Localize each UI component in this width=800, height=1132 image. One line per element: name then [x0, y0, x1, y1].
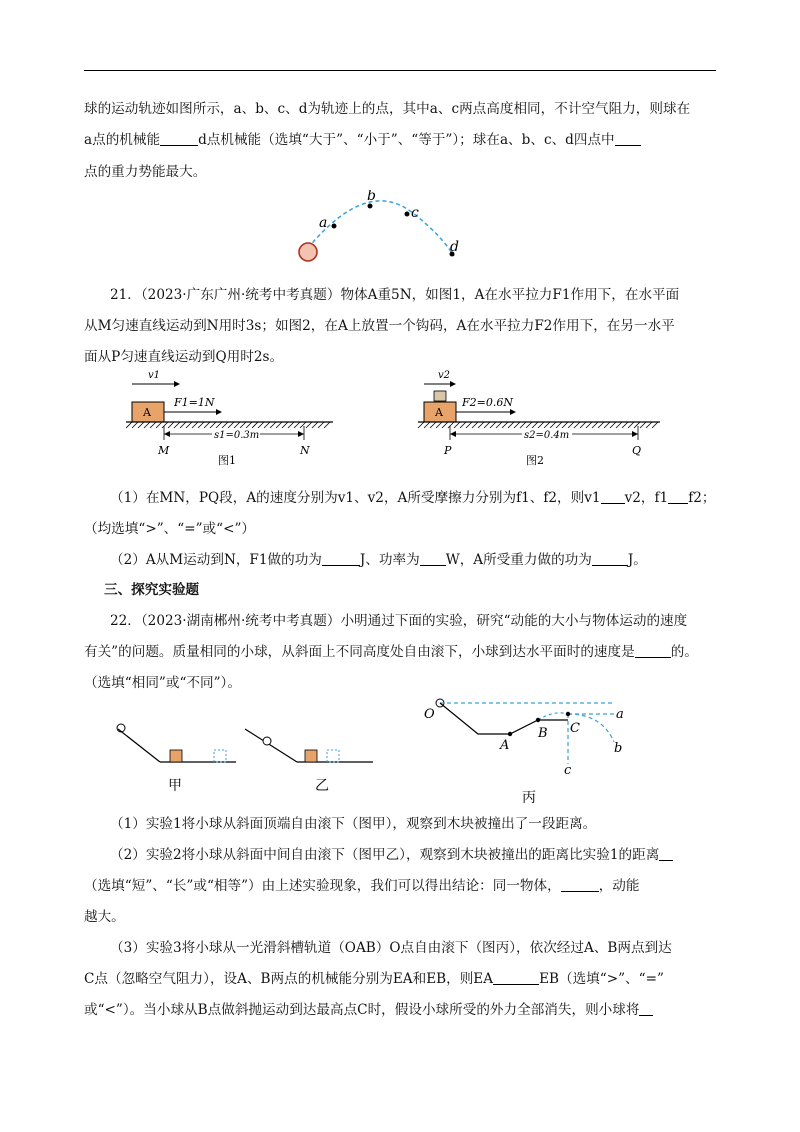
ground-hatch [306, 422, 312, 428]
q20-line-1: 球的运动轨迹如图所示，a、b、c、d为轨迹上的点，其中a、c两点高度相同，不计空气阻力，则球在 [84, 101, 691, 117]
ground-hatch [496, 422, 502, 428]
q22-part-3-end: 或“<”）。当小球从B点做斜抛运动到达最高点C时，假设小球所受的外力全部消失，则小球将 [84, 1000, 653, 1020]
ground-hatch [616, 422, 622, 428]
ground-hatch [430, 422, 436, 428]
ground-hatch [556, 422, 562, 428]
answer-blank[interactable] [639, 1001, 653, 1016]
q22-line-2: 有关”的问题。质量相同的小球，从斜面上不同高度处自由滚下，小球到达水平面时的速度是 的。 [84, 644, 698, 660]
ground-hatch [300, 422, 306, 428]
ground-hatch [502, 422, 508, 428]
ground-hatch [258, 422, 264, 428]
ground-hatch [156, 422, 162, 428]
ground-hatch [532, 422, 538, 428]
q21-line-3: 面从P匀速直线运动到Q用时2s。 [84, 349, 284, 365]
figure-1-caption: 图1 [218, 454, 236, 466]
answer-blank[interactable] [615, 131, 641, 146]
ground-hatch [138, 422, 144, 428]
figure-bing [418, 694, 638, 810]
point-a-bing [508, 732, 512, 736]
q22-part-1: （1）实验1将小球从斜面顶端自由滚下（图甲），观察到木块被撞出了一段距离。 [110, 816, 597, 832]
figure-jia [108, 716, 243, 796]
answer-blank[interactable] [561, 877, 599, 892]
ground-hatch [472, 422, 478, 428]
ground-hatch [574, 422, 580, 428]
ground-hatch [466, 422, 472, 428]
label-a: a [319, 215, 328, 231]
ground-hatch [448, 422, 454, 428]
q22-part-2-end: 越大。 [84, 909, 125, 925]
ground-hatch [652, 422, 658, 428]
label-c-path: c [564, 763, 572, 778]
s2-label: s2=0.4m [524, 430, 570, 441]
v2-label: v2 [438, 370, 451, 381]
figure-2-caption: 图2 [526, 454, 544, 466]
ground-hatch [150, 422, 156, 428]
q21-part-1-note: （均选填“>”、“=”或“<”） [84, 521, 256, 537]
ball-trajectory-figure [290, 190, 480, 270]
ground-hatch [270, 422, 276, 428]
ground-hatch [186, 422, 192, 428]
label-b-path: b [614, 741, 623, 756]
ground-hatch [646, 422, 652, 428]
ground-hatch [544, 422, 550, 428]
q22-part-2: （2）实验2将小球从斜面中间自由滚下（图甲乙），观察到木块被撞出的距离比实验1的距离 [110, 845, 673, 865]
ground-hatch [604, 422, 610, 428]
label-a-path: a [616, 707, 624, 722]
q21-part-1: （1）在MN，PQ段，A的速度分别为v1、v2，A所受摩擦力分别为f1、f2，则v1 v2，f1 f2； [110, 490, 716, 506]
ground-hatch [598, 422, 604, 428]
ground-hatch [562, 422, 568, 428]
point-c [405, 212, 410, 217]
q21-line-2: 从M匀速直线运动到N用时3s；如图2，在A上放置一个钩码，A在水平拉力F2作用下，在另一水平 [84, 318, 675, 334]
ground-hatch [312, 422, 318, 428]
ground-hatch [580, 422, 586, 428]
ground-hatch [234, 422, 240, 428]
ground-hatch [508, 422, 514, 428]
f2-label: F2=0.6N [462, 396, 513, 409]
ground-hatch [168, 422, 174, 428]
q20-line-2: a点的机械能 d点机械能（选填“大于”、“小于”、“等于”）；球在a、b、c、d四点中 [84, 130, 641, 150]
ground-hatch [144, 422, 150, 428]
ground-hatch [324, 422, 330, 428]
ground-hatch [490, 422, 496, 428]
v1-label: v1 [148, 370, 161, 381]
ground-hatch [460, 422, 466, 428]
answer-blank[interactable] [601, 489, 625, 504]
ground-hatch [252, 422, 258, 428]
ground-hatch [210, 422, 216, 428]
ground-hatch [174, 422, 180, 428]
q22-part-3: （3）实验3将小球从一光滑斜槽轨道（OAB）O点自由滚下（图丙），依次经过A、B两点到达 [110, 940, 672, 956]
ground-hatch [240, 422, 246, 428]
point-b-bing [536, 718, 540, 722]
q21-line-1: 21．（2023·广东广州·统考中考真题）物体A重5N，如图1，A在水平拉力F1作用下，在水平面 [110, 287, 680, 303]
label-d: d [450, 239, 459, 255]
ground-hatch [484, 422, 490, 428]
box-a: A [143, 406, 151, 419]
point-c-bing [566, 712, 570, 716]
ground-hatch [550, 422, 556, 428]
ground-hatch [246, 422, 252, 428]
answer-blank[interactable] [322, 551, 360, 566]
section-title: 三、探究实验题 [104, 582, 200, 598]
figure-2 [410, 366, 670, 466]
caption-yi: 乙 [315, 778, 329, 794]
ground-hatch [586, 422, 592, 428]
answer-blank[interactable] [160, 131, 198, 146]
q22-part-3-cont: C点（忽略空气阻力），设A、B两点的机械能分别为EA和EB，则EA EB（选填“>”、“=” [84, 971, 664, 987]
ground-hatch [282, 422, 288, 428]
header-rule [84, 70, 716, 71]
label-c-bing: C [570, 721, 580, 736]
s1-label: s1=0.3m [214, 430, 260, 441]
label-o: O [424, 707, 435, 722]
ground-hatch [126, 422, 132, 428]
ground-hatch [418, 422, 424, 428]
figure-1 [118, 366, 338, 466]
point-p: P [444, 444, 452, 457]
ground-hatch [442, 422, 448, 428]
point-q: Q [632, 444, 642, 457]
caption-bing: 丙 [522, 790, 536, 806]
label-b: b [367, 190, 376, 204]
q22-line-1: 22．（2023·湖南郴州·统考中考真题）小明通过下面的实验，研究“动能的大小与物体运动的速度 [110, 613, 688, 629]
answer-blank[interactable] [668, 489, 688, 504]
ground-hatch [568, 422, 574, 428]
answer-blank[interactable] [659, 846, 673, 861]
q20-line-3: 点的重力势能最大。 [84, 164, 207, 180]
point-m: M [158, 444, 170, 457]
ground-hatch [132, 422, 138, 428]
box-a-2: A [435, 406, 443, 419]
point-b [368, 204, 373, 209]
ground-hatch [318, 422, 324, 428]
ground-hatch [622, 422, 628, 428]
point-n: N [300, 444, 310, 457]
ground-hatch [454, 422, 460, 428]
ground-hatch [228, 422, 234, 428]
ground-hatch [288, 422, 294, 428]
ground-hatch [424, 422, 430, 428]
ground-hatch [204, 422, 210, 428]
caption-jia: 甲 [168, 778, 182, 794]
ground-hatch [640, 422, 646, 428]
ground-hatch [192, 422, 198, 428]
ground-hatch [198, 422, 204, 428]
ground-hatch [222, 422, 228, 428]
ground-hatch [514, 422, 520, 428]
answer-blank[interactable] [420, 551, 446, 566]
q22-part-2-cont: （选填“短”、“长”或“相等”）由上述实验现象，我们可以得出结论：同一物体， ，动能 [84, 878, 640, 894]
ground-hatch [538, 422, 544, 428]
figure-yi [245, 716, 380, 796]
ground-hatch [216, 422, 222, 428]
ground-hatch [264, 422, 270, 428]
f1-label: F1=1N [174, 396, 215, 409]
label-b-bing: B [538, 726, 548, 741]
point-a [332, 224, 337, 229]
ground-hatch [180, 422, 186, 428]
ground-hatch [634, 422, 640, 428]
ground-hatch [592, 422, 598, 428]
answer-blank[interactable] [592, 551, 628, 566]
q22-line-3: （选填“相同”或“不同”）。 [84, 675, 241, 691]
ground-hatch [610, 422, 616, 428]
ground-hatch [162, 422, 168, 428]
ground-hatch [520, 422, 526, 428]
ground-hatch [436, 422, 442, 428]
ground-hatch [526, 422, 532, 428]
ground-hatch [628, 422, 634, 428]
label-a-bing: A [500, 738, 510, 753]
answer-blank[interactable] [635, 643, 671, 658]
answer-blank[interactable] [493, 970, 539, 985]
ground-hatch [276, 422, 282, 428]
ground-hatch [478, 422, 484, 428]
q21-part-2: （2）A从M运动到N，F1做的功为 J、功率为 W，A所受重力做的功为 J。 [110, 552, 647, 568]
ground-hatch [294, 422, 300, 428]
label-c: c [411, 205, 419, 221]
